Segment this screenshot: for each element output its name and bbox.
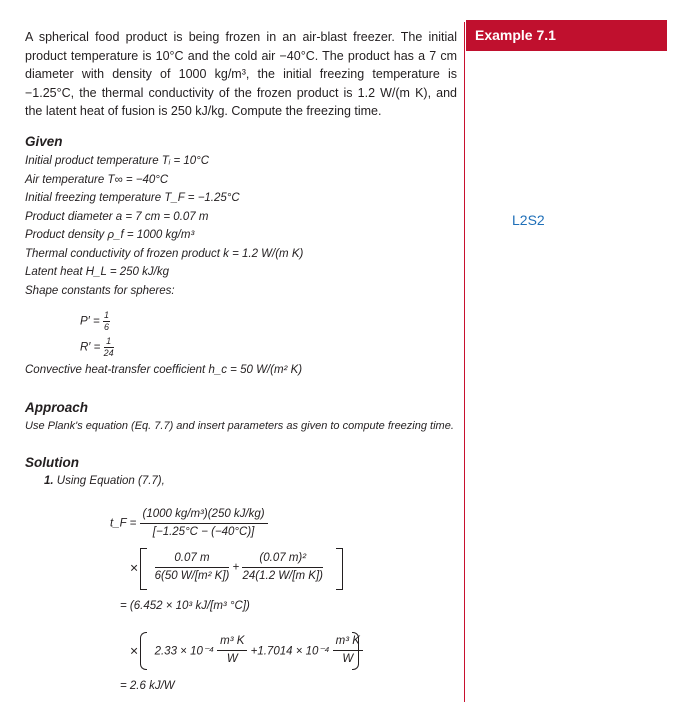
- unit-fraction-1: [217, 634, 247, 667]
- equation-line-3: = (6.452 × 10³ kJ/[m³ °C]): [120, 600, 250, 612]
- margin-rule: [464, 22, 465, 702]
- equation-line-2: [130, 551, 323, 584]
- given-item: Initial freezing temperature T_F = −1.25°C: [25, 192, 240, 204]
- r-numerator: 1: [104, 336, 114, 348]
- fraction-surface: [155, 551, 230, 584]
- times-sign-2: ×: [130, 642, 139, 659]
- convective-coefficient: Convective heat-transfer coefficient h_c = 50 W/(m² K): [25, 364, 303, 376]
- conduction-denominator: 24(1.2 W/[m K]): [242, 570, 324, 582]
- solution-heading: Solution: [25, 455, 79, 470]
- given-item: Latent heat H_L = 250 kJ/kg: [25, 266, 169, 278]
- shape-constant-p: [80, 310, 110, 333]
- main-denominator: [−1.25°C − (−40°C)]: [152, 526, 255, 538]
- r-denominator: 24: [103, 348, 114, 358]
- r-label: R′ =: [80, 341, 101, 354]
- approach-text: Use Plank's equation (Eq. 7.7) and insert parameters as given to compute freezing time.: [25, 420, 454, 432]
- given-item: Shape constants for spheres:: [25, 284, 175, 297]
- left-brace: [140, 632, 147, 670]
- unit-numerator-2: m³ K: [333, 634, 363, 651]
- r-fraction: [104, 336, 114, 359]
- term-1: 2.33 × 10⁻⁴: [154, 645, 214, 658]
- p-fraction: [103, 310, 110, 333]
- conduction-numerator: (0.07 m)²: [242, 551, 323, 568]
- result-line: = 2.6 kJ/W: [120, 680, 175, 692]
- given-item: Air temperature T∞ = −40°C: [25, 173, 169, 186]
- given-item: Product density ρ_f = 1000 kg/m³: [25, 229, 195, 241]
- main-numerator: (1000 kg/m³)(250 kJ/kg): [140, 507, 268, 524]
- left-bracket: [140, 548, 147, 590]
- unit-numerator-1: m³ K: [217, 634, 247, 651]
- surface-numerator: 0.07 m: [155, 551, 230, 568]
- tf-label: t_F =: [110, 517, 137, 530]
- right-bracket: [336, 548, 343, 590]
- solution-step: [44, 475, 165, 487]
- p-numerator: 1: [103, 310, 109, 320]
- plus-sign: +: [232, 561, 240, 574]
- example-label: Example 7.1: [466, 20, 667, 51]
- equation-line-4: [130, 634, 363, 667]
- step-number: 1.: [44, 475, 54, 487]
- times-sign: ×: [130, 559, 139, 576]
- given-heading: Given: [25, 134, 63, 149]
- problem-statement: A spherical food product is being frozen in an air-blast freezer. The initial product temperature is 10°C and the cold air −40°C. The product has a 7 cm diameter with density of 1000 kg/m³, the initial freezing temperature is −1.25°C, the thermal conductivity of the frozen product is 1.2 W/(m K), and the latent heat of fusion is 250 kJ/kg. Compute the freezing time.: [25, 30, 457, 118]
- approach-heading: Approach: [25, 400, 89, 415]
- term-2: +1.7014 × 10⁻⁴: [250, 645, 330, 658]
- given-item: Thermal conductivity of frozen product k = 1.2 W/(m K): [25, 247, 304, 260]
- unit-denominator-1: W: [226, 653, 238, 665]
- p-label: P′ =: [80, 315, 100, 328]
- given-item: Product diameter a = 7 cm = 0.07 m: [25, 210, 209, 223]
- surface-denominator: 6(50 W/[m² K]): [154, 570, 230, 582]
- equation-line-1: [110, 507, 268, 540]
- unit-denominator-2: W: [342, 653, 354, 665]
- given-item: Initial product temperature Tᵢ = 10°C: [25, 155, 210, 167]
- right-brace: [352, 632, 359, 670]
- step-text: Using Equation (7.7),: [56, 475, 165, 487]
- p-denominator: 6: [103, 322, 109, 332]
- fraction-conduction: [242, 551, 323, 584]
- side-tag: L2S2: [512, 212, 545, 228]
- given-list: [25, 152, 303, 300]
- fraction-main: [140, 507, 268, 540]
- shape-constant-r: [80, 336, 114, 359]
